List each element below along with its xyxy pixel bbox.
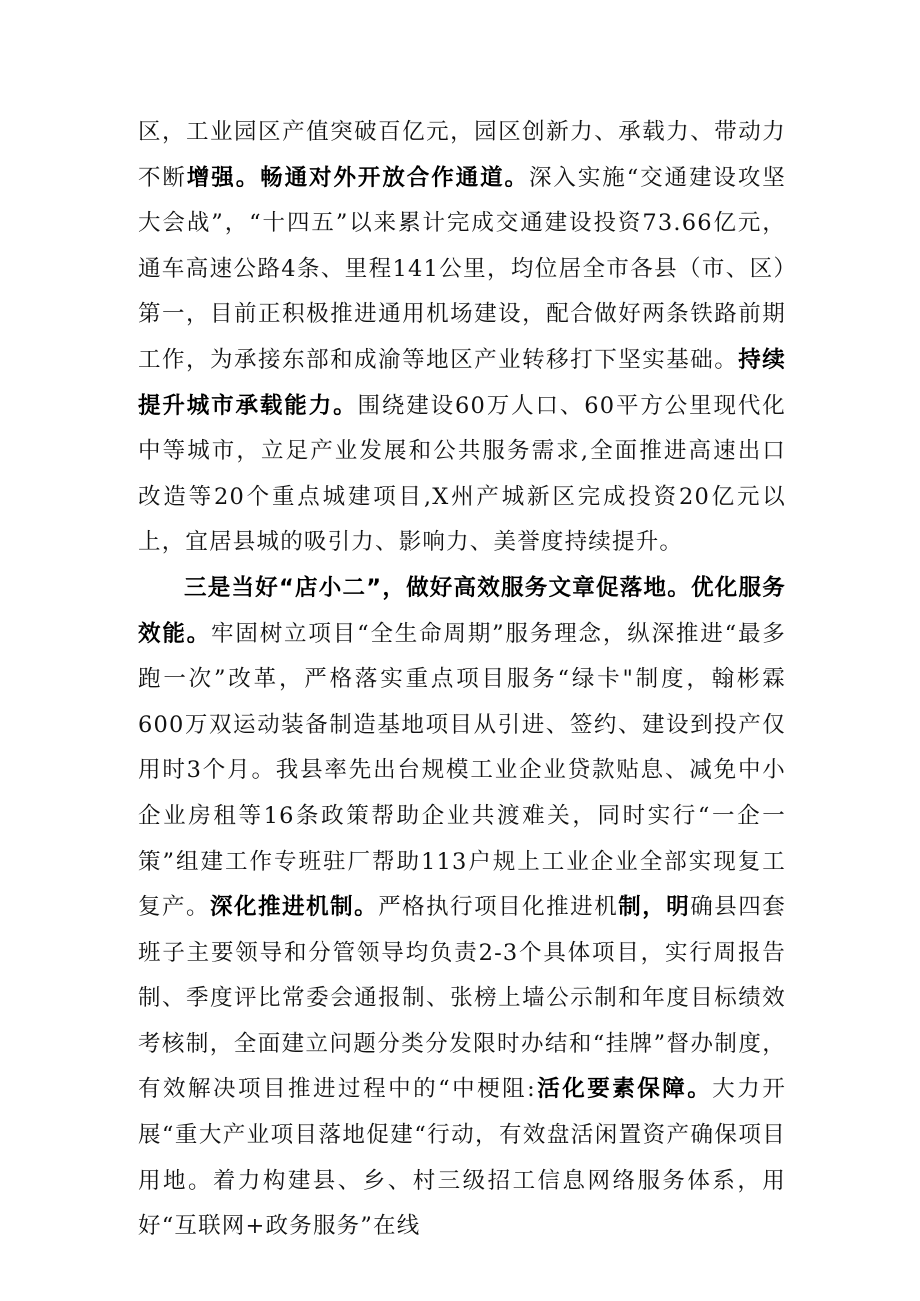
- document-body: [138, 110, 786, 1250]
- paragraph-1-text-c: 围绕建设60万人口、60平方公里现代化中等城市，立足产业发展和公共服务需求,全面推进高速出口改造等20个重点城建项目,X州产城新区完成投资20亿元以上，宜居县城的吸引力、影响力、美誉度持续提升。: [138, 392, 786, 556]
- paragraph-2-text-c: 确县四套班子主要领导和分管领导均负责2-3个具体项目，实行周报告制、季度评比常委会通报制、张榜上墙公示制和年度目标绩效考核制，全面建立问题分类分发限时办结和“挂牌”督办制度，有效解决项目推进过程中的“中梗阻:: [138, 894, 786, 1103]
- heading-service-efficiency: 三是当好“店小二”，做好高效服务文章促落地。优化服务效能。: [138, 574, 786, 647]
- inline-bold-zhi-ming: 制，明: [618, 894, 691, 921]
- paragraph-2-text-d: 大力开展“重大产业项目落地促建“行动，有效盘活闲置资产确保项目用地。着力构建县、乡、村三级招工信息网络服务体系，用好“互联网+政务服务”在线: [138, 1076, 787, 1240]
- paragraph-2: [138, 566, 786, 1250]
- paragraph-2-text-a: 牢固树立项目“全生命周期”服务理念，纵深推进“最多跑一次”改革，严格落实重点项目服务“绿卡"制度，翰彬霖600万双运动装备制造基地项目从引进、签约、建设到投产仅用时3个月。我县率先出台规模工业企业贷款贴息、减免中小企业房租等16条政策帮助企业共渡难关，同时实行“一企一策”组建工作专班驻厂帮助113户规上工业企业全部实现复工复产。: [138, 620, 786, 921]
- paragraph-2-text-b: 严格执行项目化推进机: [378, 894, 619, 921]
- heading-deepen-mechanism: 深化推进机制。: [210, 894, 379, 921]
- paragraph-1-text-b: 深入实施“交通建设攻坚大会战”，“十四五”以来累计完成交通建设投资73.66亿元，通车高速公路4条、里程141公里，均位居全市各县（市、区）第一，目前正积极推进通用机场建设，配合做好两条铁路前期工作，为承接东部和成渝等地区产业转移打下坚实基础。: [138, 164, 786, 373]
- heading-open-cooperation-channel: 增强。畅通对外开放合作通道。: [186, 164, 529, 191]
- paragraph-1: [138, 110, 786, 566]
- heading-factor-guarantee: 活化要素保障。: [535, 1076, 713, 1103]
- heading-urban-capacity: 持续提升城市承载能力。: [138, 346, 786, 419]
- paragraph-1-text-a: 区，工业园区产值突破百亿元，园区创新力、承载力、带动力不断: [138, 119, 786, 191]
